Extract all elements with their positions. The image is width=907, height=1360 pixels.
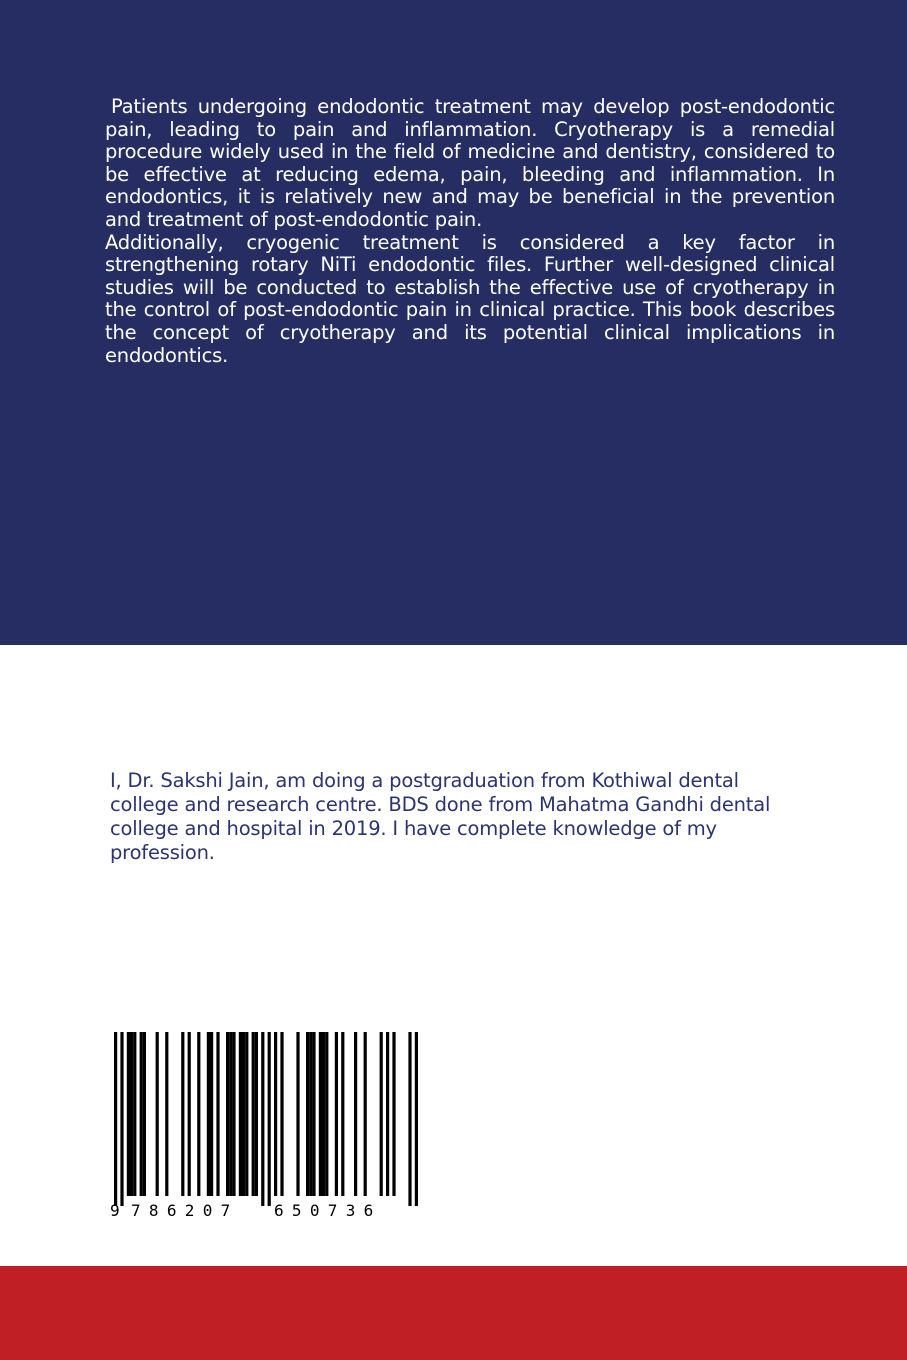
barcode-bar xyxy=(216,1032,219,1196)
isbn-right-group: 650736 xyxy=(274,1201,382,1220)
barcode-bar xyxy=(309,1032,312,1196)
barcode-bar xyxy=(312,1032,315,1196)
barcode-bar xyxy=(415,1032,418,1206)
barcode-bar xyxy=(232,1032,235,1196)
barcode-bar xyxy=(242,1032,245,1196)
bottom-color-band xyxy=(0,1266,907,1360)
barcode-bar xyxy=(296,1032,299,1196)
barcode-bar xyxy=(354,1032,357,1196)
barcode-bar xyxy=(197,1032,200,1196)
barcode-bar xyxy=(341,1032,344,1196)
blurb-panel xyxy=(0,0,907,645)
barcode-bar xyxy=(165,1032,168,1196)
description-paragraph-1: Patients undergoing endodontic treatment may develop post-endodontic pain, leading to pain and inflammation. Cryotherapy is a remedial procedure widely used in the field of medicine and dentistry, considered to be effective at reducing edema, pain, bleeding and inflammation. In endodontics, it is relatively new and may be beneficial in the prevention and treatment of post-endodontic pain. xyxy=(105,95,835,231)
description-paragraph-2: Additionally, cryogenic treatment is considered a key factor in strengthening rotary NiTi endodontic files. Further well-designed clinical studies will be conducted to establish the effective use of cryotherapy in the control of post-endodontic pain in clinical practice. This book describes the concept of cryotherapy and its potential clinical implications in endodontics. xyxy=(105,230,835,367)
book-description xyxy=(105,96,835,367)
barcode-bar xyxy=(261,1032,264,1206)
isbn-left-group: 786207 xyxy=(131,1201,239,1220)
author-bio: I, Dr. Sakshi Jain, am doing a postgraduation from Kothiwal dental college and research centre. BDS done from Mahatma Gandhi dental college and hospital in 2019. I have complete knowledge of my profession. xyxy=(110,769,771,864)
barcode-bar xyxy=(280,1032,283,1196)
barcode-bar xyxy=(274,1032,277,1196)
barcode-bar xyxy=(392,1032,395,1196)
barcode-bar xyxy=(207,1032,210,1196)
barcode-bar xyxy=(364,1032,367,1196)
isbn-first-digit: 9 xyxy=(110,1201,120,1220)
barcode-bar xyxy=(133,1032,136,1196)
barcode-bar xyxy=(226,1032,229,1196)
barcode-bar xyxy=(335,1032,338,1196)
barcode-bar xyxy=(143,1032,146,1196)
barcode-bar xyxy=(319,1032,322,1196)
barcode-bar xyxy=(325,1032,328,1196)
barcode-bar xyxy=(380,1032,383,1196)
barcode-bar xyxy=(188,1032,191,1196)
barcode-bar xyxy=(245,1032,248,1196)
barcode-bar xyxy=(156,1032,159,1196)
barcode-bar xyxy=(210,1032,213,1196)
barcode-bar xyxy=(127,1032,130,1196)
barcode-bar xyxy=(140,1032,143,1196)
isbn-barcode xyxy=(104,1030,420,1222)
barcode-bar xyxy=(114,1032,117,1206)
barcode-bar xyxy=(322,1032,325,1196)
barcode-bar xyxy=(255,1032,258,1196)
barcode-bar xyxy=(252,1032,255,1196)
barcode-bar xyxy=(268,1032,271,1206)
barcode-bar xyxy=(181,1032,184,1196)
barcode-bar xyxy=(229,1032,232,1196)
barcode-bar xyxy=(386,1032,389,1196)
barcode-bar xyxy=(130,1032,133,1196)
barcode-bar xyxy=(239,1032,242,1196)
barcode-bar xyxy=(120,1032,123,1206)
barcode-bar xyxy=(306,1032,309,1196)
barcode-bar xyxy=(408,1032,411,1206)
